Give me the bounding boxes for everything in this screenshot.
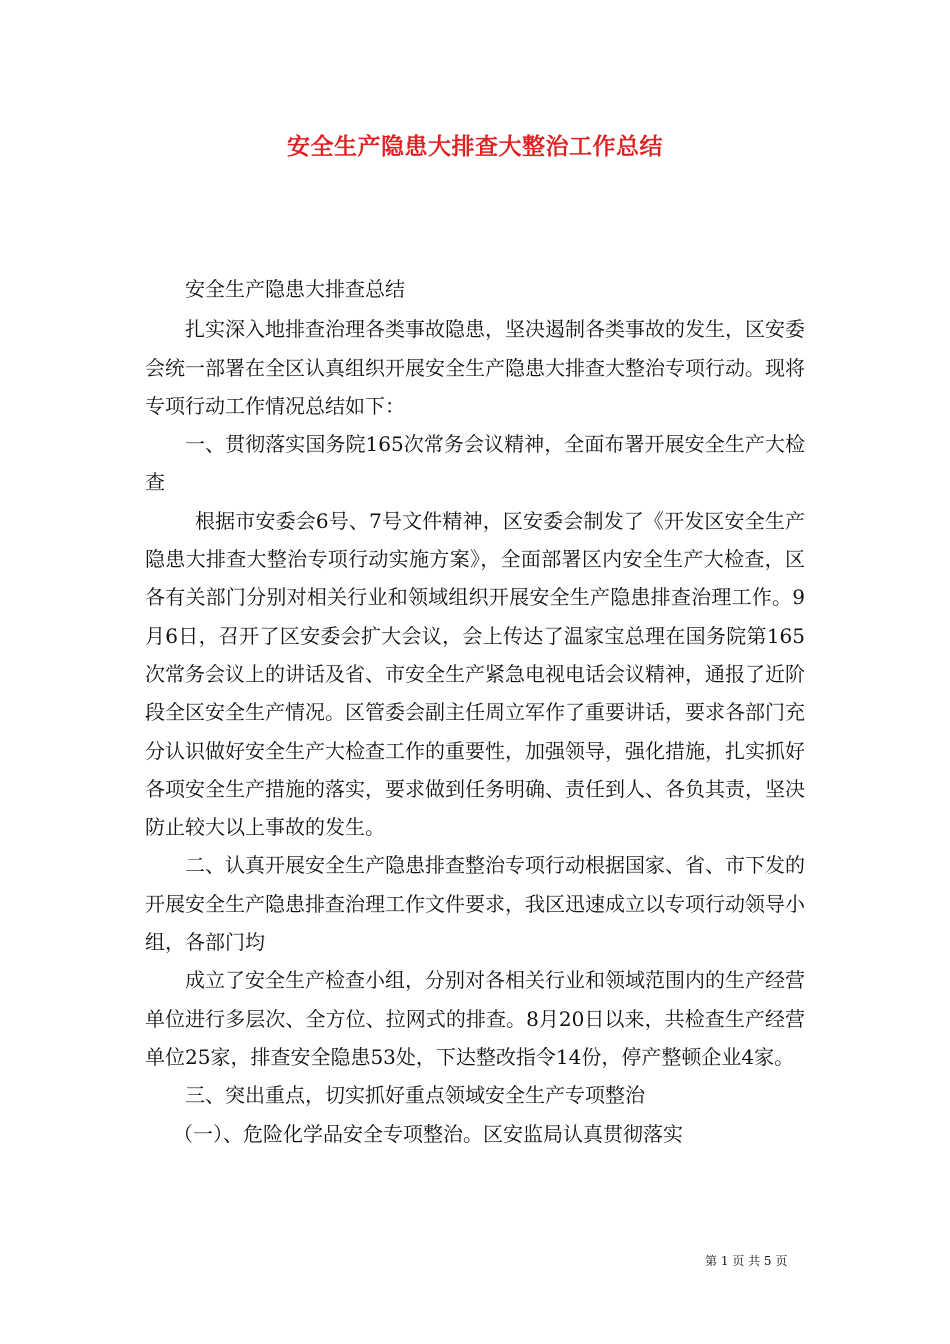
paragraph: （一）、危险化学品安全专项整治。区安监局认真贯彻落实 <box>173 1121 683 1146</box>
document-body <box>145 270 805 1153</box>
page-number: 第 1 页 共 5 页 <box>705 1254 788 1268</box>
paragraph: 成立了安全生产检查小组，分别对各相关行业和领域范围内的生产经营单位进行多层次、全方位、拉网式的排查。8月20日以来，共检查生产经营单位25家，排查安全隐患53处，下达整改指令14份，停产整顿企业4家。 <box>145 968 805 1069</box>
paragraph: 安全生产隐患大排查总结 <box>185 277 405 301</box>
section-heading: 一、贯彻落实国务院165次常务会议精神，全面布署开展安全生产大检查 <box>145 432 805 495</box>
paragraph: 扎实深入地排查治理各类事故隐患，坚决遏制各类事故的发生，区安委会统一部署在全区认真组织开展安全生产隐患大排查大整治专项行动。现将专项行动工作情况总结如下： <box>145 317 805 418</box>
document-title: 安全生产隐患大排查大整治工作总结 <box>287 134 663 160</box>
section-heading: 二、认真开展安全生产隐患排查整治专项行动根据国家、省、市下发的开展安全生产隐患排查治理工作文件要求，我区迅速成立以专项行动领导小组，各部门均 <box>145 853 805 955</box>
paragraph: 根据市安委会6号、7号文件精神，区安委会制发了《开发区安全生产隐患大排查大整治专项行动实施方案》，全面部署区内安全生产大检查，区各有关部门分别对相关行业和领域组织开展安全生产隐患排查治理工作。9月6日，召开了区安委会扩大会议，会上传达了温家宝总理在国务院第165次常务会议上的讲话及省、市安全生产紧急电视电话会议精神，通报了近阶段全区安全生产情况。区管委会副主任周立军作了重要讲话，要求各部门充分认识做好安全生产大检查工作的重要性，加强领导，强化措施，扎实抓好各项安全生产措施的落实，要求做到任务明确、责任到人、各负其责，坚决防止较大以上事故的发生。 <box>145 508 805 840</box>
section-heading: 三、突出重点，切实抓好重点领域安全生产专项整治 <box>185 1083 645 1108</box>
